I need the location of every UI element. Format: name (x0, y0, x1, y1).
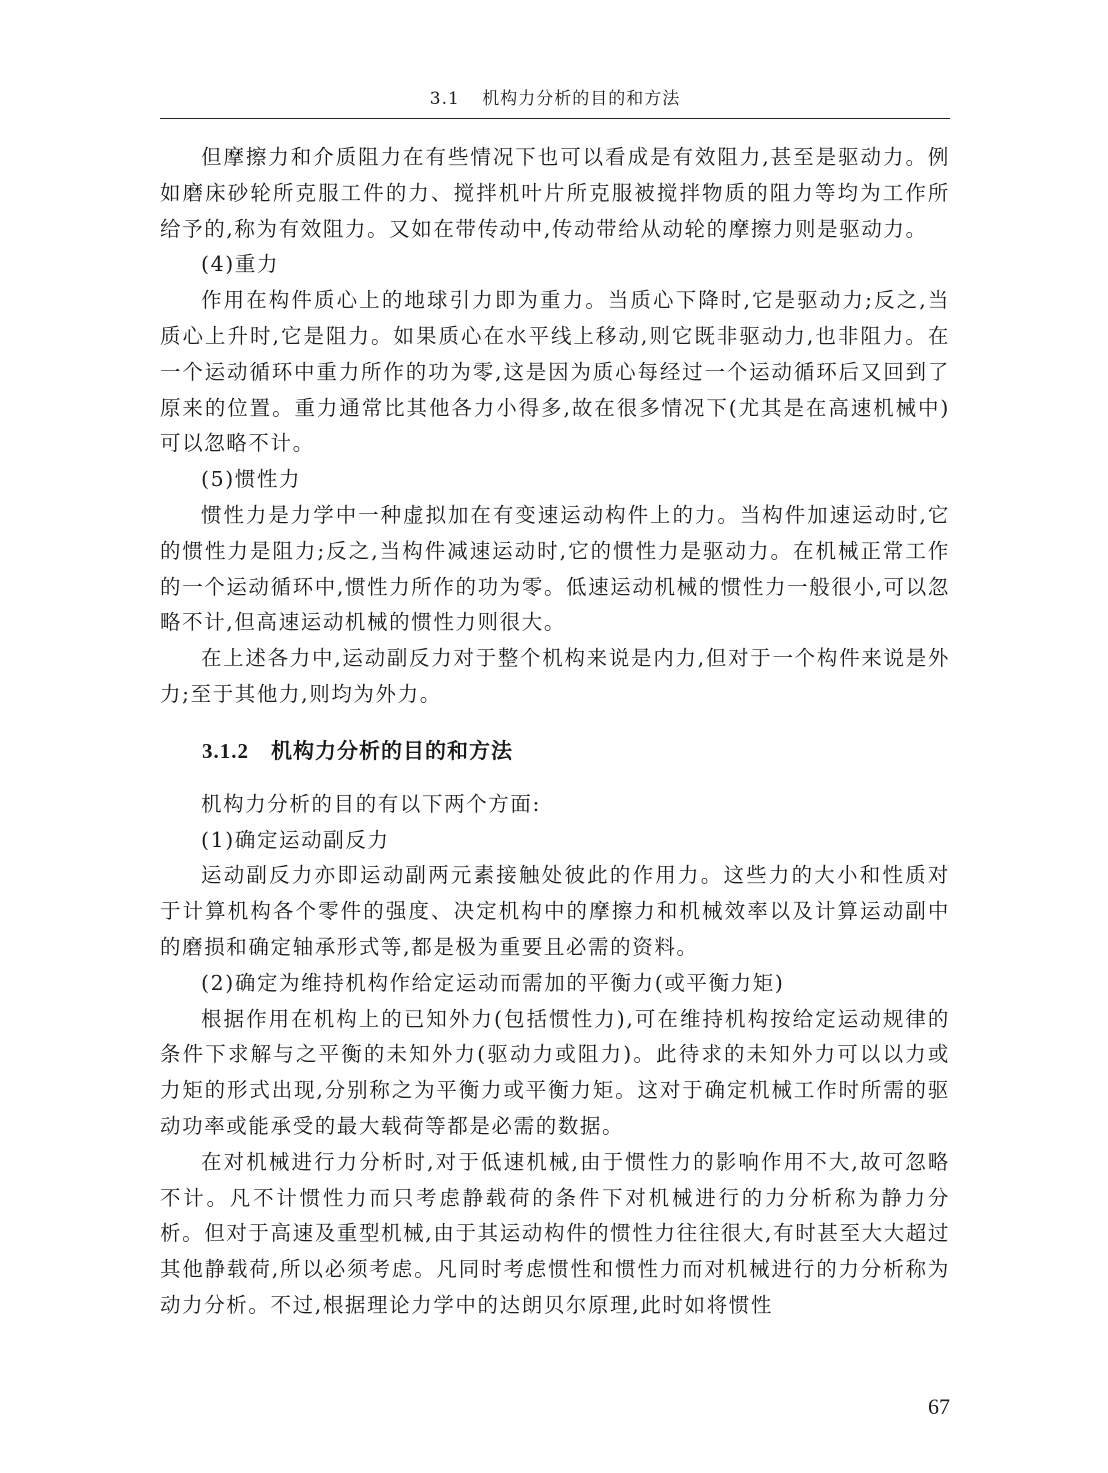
section-heading-title: 机构力分析的目的和方法 (271, 738, 513, 763)
paragraph-purpose-intro: 机构力分析的目的有以下两个方面: (201, 791, 542, 816)
page-body (160, 140, 950, 1324)
paragraph-friction: 但摩擦力和介质阻力在有些情况下也可以看成是有效阻力,甚至是驱动力。例如磨床砂轮所克服工件的力、搅拌机叶片所克服被搅拌物质的阻力等均为工作所给予的,称为有效阻力。又如在带传动中,传动带给从动轮的摩擦力则是驱动力。 (160, 145, 950, 241)
header-section-number: 3.1 (429, 89, 460, 109)
paragraph-gravity: 作用在构件质心上的地球引力即为重力。当质心下降时,它是驱动力;反之,当质心上升时,它是阻力。如果质心在水平线上移动,则它既非驱动力,也非阻力。在一个运动循环中重力所作的功为零,这是因为质心每经过一个运动循环后又回到了原来的位置。重力通常比其他各力小得多,故在很多情况下(尤其是在高速机械中)可以忽略不计。 (160, 288, 950, 456)
list-item-gravity: (4)重力 (201, 252, 280, 277)
paragraph-static-dynamic: 在对机械进行力分析时,对于低速机械,由于惯性力的影响作用不大,故可忽略不计。凡不计惯性力而只考虑静载荷的条件下对机械进行的力分析称为静力分析。但对于高速及重型机械,由于其运动构件的惯性力往往很大,有时甚至大大超过其他静载荷,所以必须考虑。凡同时考虑惯性和惯性力而对机械进行的力分析称为动力分析。不过,根据理论力学中的达朗贝尔原理,此时如将惯性 (160, 1149, 950, 1317)
list-item-reaction-force: (1)确定运动副反力 (201, 827, 390, 852)
running-header (160, 84, 950, 119)
list-item-inertia: (5)惯性力 (201, 467, 302, 492)
page-number: 67 (928, 1394, 950, 1419)
paragraph-inertia: 惯性力是力学中一种虚拟加在有变速运动构件上的力。当构件加速运动时,它的惯性力是阻力;反之,当构件减速运动时,它的惯性力是驱动力。在机械正常工作的一个运动循环中,惯性力所作的功为零。低速运动机械的惯性力一般很小,可以忽略不计,但高速运动机械的惯性力则很大。 (160, 502, 950, 635)
section-heading (160, 733, 950, 769)
paragraph-reaction-force: 运动副反力亦即运动副两元素接触处彼此的作用力。这些力的大小和性质对于计算机构各个零件的强度、决定机构中的摩擦力和机械效率以及计算运动副中的磨损和确定轴承形式等,都是极为重要且必需的资料。 (160, 863, 950, 959)
paragraph-internal-external: 在上述各力中,运动副反力对于整个机构来说是内力,但对于一个构件来说是外力;至于其他力,则均为外力。 (160, 646, 950, 706)
header-section-title: 机构力分析的目的和方法 (482, 89, 681, 109)
section-heading-number: 3.1.2 (202, 738, 249, 763)
paragraph-balancing-force: 根据作用在机构上的已知外力(包括惯性力),可在维持机构按给定运动规律的条件下求解与之平衡的未知外力(驱动力或阻力)。此待求的未知外力可以以力或力矩的形式出现,分别称之为平衡力或平衡力矩。这对于确定机械工作时所需的驱动功率或能承受的最大载荷等都是必需的数据。 (160, 1006, 950, 1138)
list-item-balancing-force: (2)确定为维持机构作给定运动而需加的平衡力(或平衡力矩) (201, 970, 785, 995)
